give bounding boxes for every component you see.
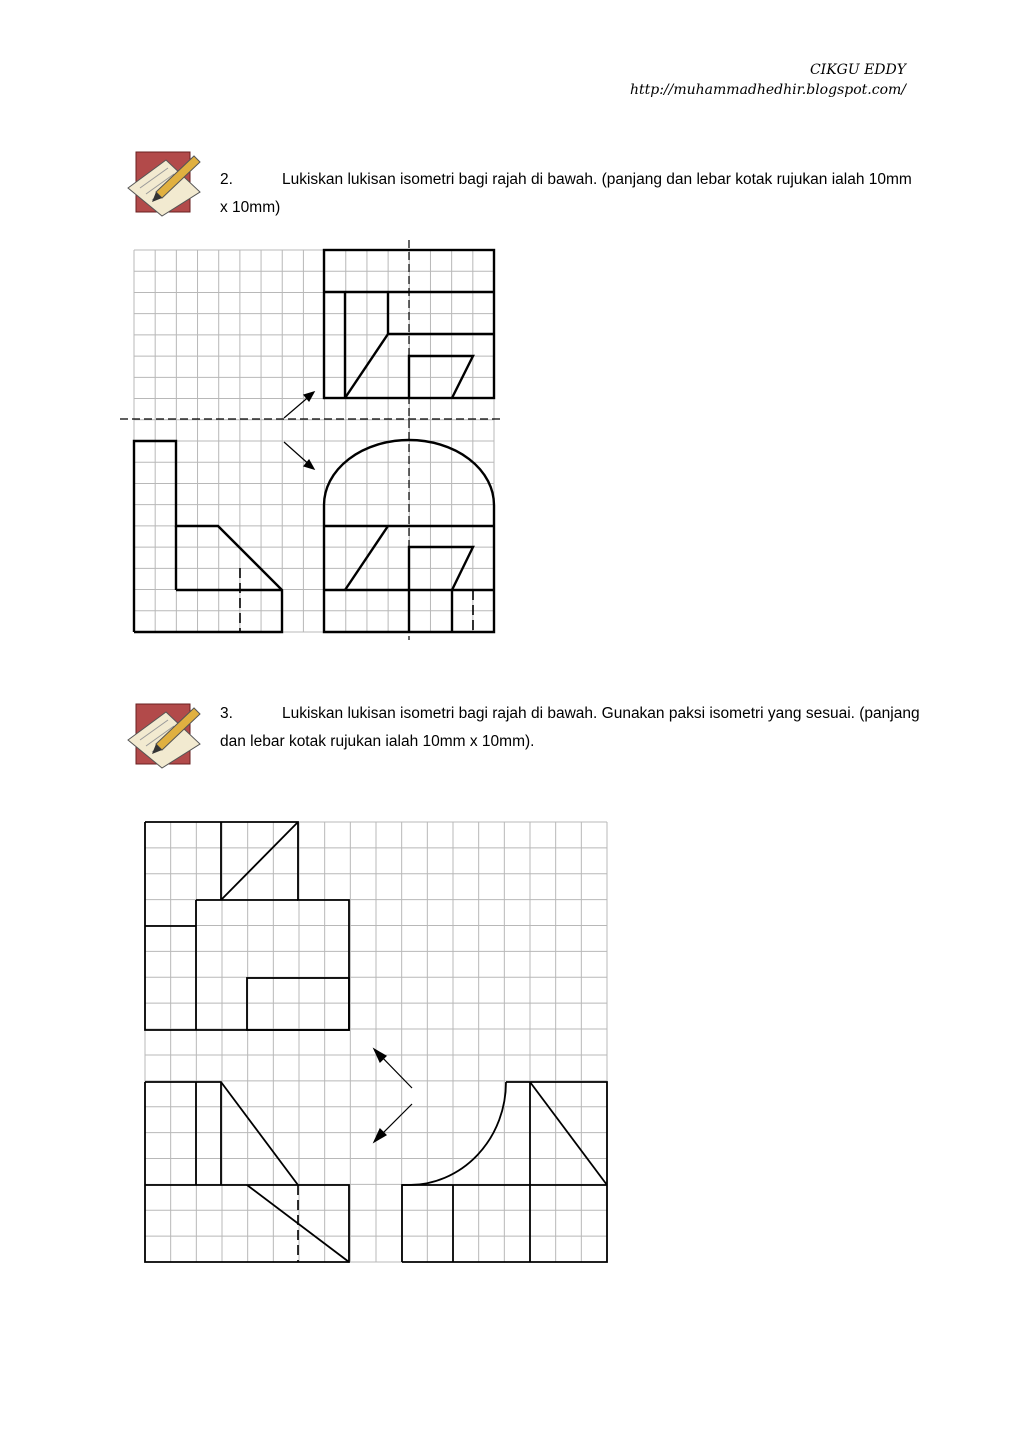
question-text: Lukiskan lukisan isometri bagi rajah di bawah. Gunakan paksi isometri yang sesuai. (panjang dan lebar kotak rujukan ialah 10mm x 10mm).	[220, 705, 920, 750]
question-text: Lukiskan lukisan isometri bagi rajah di bawah. (panjang dan lebar kotak rujukan ialah 10mm x 10mm)	[220, 171, 912, 216]
question-number: 3.	[220, 705, 233, 722]
view-arrows	[284, 392, 314, 469]
author-name: CIKGU EDDY	[809, 62, 906, 78]
side-view-outline	[134, 441, 282, 632]
reference-grid	[134, 250, 494, 632]
hidden-lines	[240, 568, 473, 632]
blog-url: http://muhammadhedhir.blogspot.com/	[629, 82, 906, 98]
question-number: 2.	[220, 171, 233, 188]
